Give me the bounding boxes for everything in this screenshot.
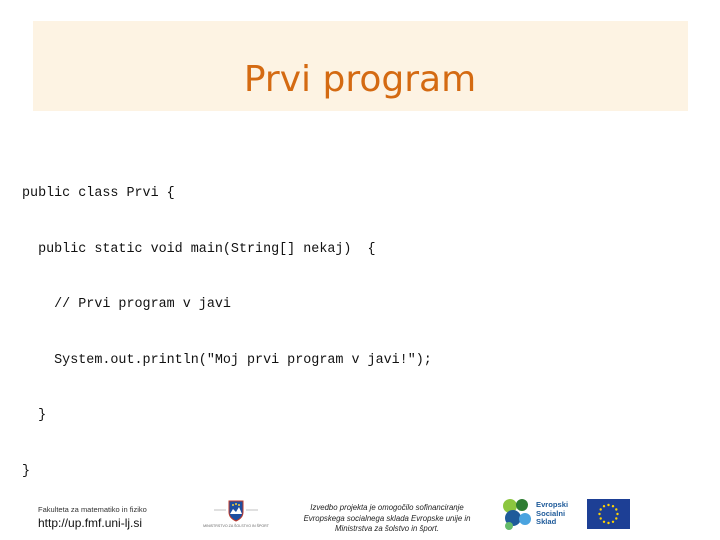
funding-line: Evropskega socialnega sklada Evropske unije in xyxy=(303,513,471,523)
esf-logo xyxy=(500,496,578,532)
slovenia-coat-of-arms-icon xyxy=(196,497,276,524)
code-line: public static void main(String[] nekaj) { xyxy=(22,241,376,257)
code-line: } xyxy=(22,408,47,423)
eu-star-icon xyxy=(600,517,602,519)
eu-star-icon xyxy=(612,505,614,507)
eu-star-icon xyxy=(615,517,617,519)
esf-line: Socialni xyxy=(536,508,566,518)
eu-flag xyxy=(587,499,630,529)
eu-star-icon xyxy=(607,504,609,506)
eu-star-icon xyxy=(616,513,618,515)
eu-flag-field xyxy=(587,499,630,529)
eu-star-icon xyxy=(598,513,600,515)
esf-people-icon xyxy=(500,496,534,532)
funding-line: Izvedbo projekta je omogočilo sofinanciranje xyxy=(310,503,464,512)
ministry-caption: MINISTRSTVO ZA ŠOLSTVO IN ŠPORT xyxy=(203,524,269,528)
esf-name xyxy=(536,501,568,527)
eu-star-icon xyxy=(615,508,617,510)
eu-star-icon xyxy=(603,505,605,507)
code-line: } xyxy=(22,463,31,479)
slide-title: Prvi program xyxy=(243,59,477,100)
eu-star-icon xyxy=(607,522,609,524)
code-line: // Prvi program v javi xyxy=(22,297,231,312)
funding-statement xyxy=(288,503,486,535)
footer-faculty xyxy=(38,505,147,531)
faculty-name: Fakulteta za matematiko in fiziko xyxy=(38,505,147,514)
esf-line: Sklad xyxy=(536,517,557,526)
eu-flag-icon xyxy=(587,499,630,529)
eu-star-icon xyxy=(603,521,605,523)
ministry-logo xyxy=(196,497,276,531)
code-line: public class Prvi { xyxy=(22,186,175,201)
code-block xyxy=(22,148,432,500)
eu-star-icon xyxy=(600,508,602,510)
code-line: System.out.println("Moj prvi program v javi!"); xyxy=(22,352,432,368)
faculty-url[interactable]: http://up.fmf.uni-lj.si xyxy=(38,516,143,530)
funding-line: Ministrstva za šolstvo in šport. xyxy=(335,524,439,533)
esf-line: Evropski xyxy=(536,500,569,509)
eu-star-icon xyxy=(612,521,614,523)
